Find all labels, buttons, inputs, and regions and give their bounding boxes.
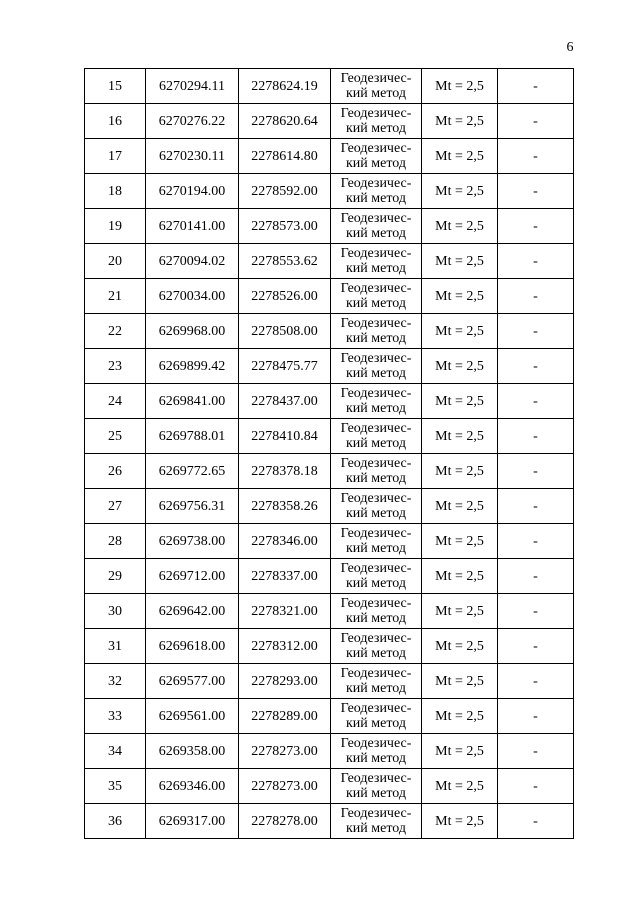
dash-cell: - — [498, 314, 574, 349]
method-cell — [331, 734, 422, 769]
accuracy-cell: Mt = 2,5 — [422, 489, 498, 524]
accuracy-cell: Mt = 2,5 — [422, 314, 498, 349]
point-number: 15 — [85, 69, 146, 104]
dash-cell: - — [498, 769, 574, 804]
coordinate-x: 6269899.42 — [146, 349, 239, 384]
dash-cell: - — [498, 69, 574, 104]
method-cell — [331, 769, 422, 804]
method-line-1: Геодезичес- — [340, 106, 412, 121]
coordinate-y: 2278624.19 — [239, 69, 331, 104]
coordinate-y: 2278358.26 — [239, 489, 331, 524]
method-line-2: кий метод — [345, 86, 406, 101]
method-cell — [331, 244, 422, 279]
method-line-2: кий метод — [345, 296, 406, 311]
method-cell — [331, 804, 422, 839]
accuracy-cell: Mt = 2,5 — [422, 594, 498, 629]
method-line-2: кий метод — [345, 366, 406, 381]
method-line-1: Геодезичес- — [340, 386, 412, 401]
table-row — [85, 804, 574, 839]
point-number: 17 — [85, 139, 146, 174]
method-cell — [331, 209, 422, 244]
method-line-1: Геодезичес- — [340, 421, 412, 436]
method-line-1: Геодезичес- — [340, 561, 412, 576]
table-row — [85, 734, 574, 769]
coordinate-x: 6269841.00 — [146, 384, 239, 419]
method-cell — [331, 454, 422, 489]
accuracy-cell: Mt = 2,5 — [422, 664, 498, 699]
coordinate-y: 2278321.00 — [239, 594, 331, 629]
point-number: 32 — [85, 664, 146, 699]
dash-cell: - — [498, 139, 574, 174]
point-number: 28 — [85, 524, 146, 559]
method-cell — [331, 699, 422, 734]
method-line-2: кий метод — [345, 646, 406, 661]
point-number: 20 — [85, 244, 146, 279]
accuracy-cell: Mt = 2,5 — [422, 699, 498, 734]
accuracy-cell: Mt = 2,5 — [422, 769, 498, 804]
coordinate-x: 6269756.31 — [146, 489, 239, 524]
method-line-2: кий метод — [345, 541, 406, 556]
method-line-1: Геодезичес- — [340, 211, 412, 226]
accuracy-cell: Mt = 2,5 — [422, 734, 498, 769]
accuracy-cell: Mt = 2,5 — [422, 209, 498, 244]
table-row — [85, 139, 574, 174]
dash-cell: - — [498, 209, 574, 244]
coordinate-y: 2278410.84 — [239, 419, 331, 454]
coordinate-y: 2278526.00 — [239, 279, 331, 314]
method-cell — [331, 419, 422, 454]
coordinate-x: 6269712.00 — [146, 559, 239, 594]
coordinate-y: 2278592.00 — [239, 174, 331, 209]
dash-cell: - — [498, 664, 574, 699]
method-line-1: Геодезичес- — [340, 316, 412, 331]
method-line-1: Геодезичес- — [340, 666, 412, 681]
method-line-2: кий метод — [345, 121, 406, 136]
method-line-1: Геодезичес- — [340, 176, 412, 191]
coordinate-y: 2278312.00 — [239, 629, 331, 664]
point-number: 31 — [85, 629, 146, 664]
accuracy-cell: Mt = 2,5 — [422, 349, 498, 384]
method-cell — [331, 314, 422, 349]
point-number: 30 — [85, 594, 146, 629]
method-cell — [331, 489, 422, 524]
coordinate-y: 2278553.62 — [239, 244, 331, 279]
method-line-2: кий метод — [345, 611, 406, 626]
point-number: 25 — [85, 419, 146, 454]
method-line-1: Геодезичес- — [340, 141, 412, 156]
method-cell — [331, 279, 422, 314]
table-row — [85, 419, 574, 454]
coordinate-x: 6269358.00 — [146, 734, 239, 769]
point-number: 23 — [85, 349, 146, 384]
table-row — [85, 769, 574, 804]
coordinate-y: 2278508.00 — [239, 314, 331, 349]
point-number: 18 — [85, 174, 146, 209]
method-line-2: кий метод — [345, 401, 406, 416]
table-row — [85, 314, 574, 349]
table-row — [85, 699, 574, 734]
method-cell — [331, 559, 422, 594]
table-row — [85, 594, 574, 629]
dash-cell: - — [498, 489, 574, 524]
coordinate-x: 6269968.00 — [146, 314, 239, 349]
coordinate-x: 6270034.00 — [146, 279, 239, 314]
method-line-1: Геодезичес- — [340, 736, 412, 751]
point-number: 36 — [85, 804, 146, 839]
method-line-2: кий метод — [345, 681, 406, 696]
accuracy-cell: Mt = 2,5 — [422, 174, 498, 209]
point-number: 16 — [85, 104, 146, 139]
point-number: 27 — [85, 489, 146, 524]
coordinates-table-body — [85, 69, 574, 839]
dash-cell: - — [498, 419, 574, 454]
dash-cell: - — [498, 559, 574, 594]
table-row — [85, 524, 574, 559]
coordinate-x: 6269346.00 — [146, 769, 239, 804]
coordinate-x: 6270276.22 — [146, 104, 239, 139]
coordinate-x: 6270094.02 — [146, 244, 239, 279]
dash-cell: - — [498, 734, 574, 769]
accuracy-cell: Mt = 2,5 — [422, 104, 498, 139]
dash-cell: - — [498, 804, 574, 839]
table-row — [85, 384, 574, 419]
coordinate-x: 6269577.00 — [146, 664, 239, 699]
coordinate-y: 2278437.00 — [239, 384, 331, 419]
coordinate-y: 2278273.00 — [239, 769, 331, 804]
method-cell — [331, 629, 422, 664]
table-row — [85, 69, 574, 104]
method-line-2: кий метод — [345, 331, 406, 346]
accuracy-cell: Mt = 2,5 — [422, 384, 498, 419]
coordinate-y: 2278378.18 — [239, 454, 331, 489]
method-line-1: Геодезичес- — [340, 491, 412, 506]
accuracy-cell: Mt = 2,5 — [422, 629, 498, 664]
point-number: 34 — [85, 734, 146, 769]
coordinate-x: 6269738.00 — [146, 524, 239, 559]
method-line-2: кий метод — [345, 716, 406, 731]
coordinate-x: 6269561.00 — [146, 699, 239, 734]
coordinate-x: 6270194.00 — [146, 174, 239, 209]
method-cell — [331, 69, 422, 104]
table-row — [85, 279, 574, 314]
coordinate-y: 2278289.00 — [239, 699, 331, 734]
accuracy-cell: Mt = 2,5 — [422, 69, 498, 104]
method-line-2: кий метод — [345, 576, 406, 591]
method-line-2: кий метод — [345, 436, 406, 451]
dash-cell: - — [498, 594, 574, 629]
dash-cell: - — [498, 384, 574, 419]
table-row — [85, 104, 574, 139]
coordinate-y: 2278346.00 — [239, 524, 331, 559]
method-line-2: кий метод — [345, 191, 406, 206]
table-row — [85, 209, 574, 244]
table-row — [85, 174, 574, 209]
dash-cell: - — [498, 349, 574, 384]
table-row — [85, 489, 574, 524]
method-line-1: Геодезичес- — [340, 806, 412, 821]
point-number: 21 — [85, 279, 146, 314]
method-line-1: Геодезичес- — [340, 71, 412, 86]
method-cell — [331, 139, 422, 174]
coordinate-y: 2278337.00 — [239, 559, 331, 594]
coordinate-y: 2278614.80 — [239, 139, 331, 174]
table-row — [85, 454, 574, 489]
table-row — [85, 629, 574, 664]
method-cell — [331, 384, 422, 419]
coordinate-y: 2278278.00 — [239, 804, 331, 839]
point-number: 33 — [85, 699, 146, 734]
method-line-2: кий метод — [345, 751, 406, 766]
coordinate-x: 6270230.11 — [146, 139, 239, 174]
method-line-2: кий метод — [345, 506, 406, 521]
coordinate-x: 6269618.00 — [146, 629, 239, 664]
coordinate-x: 6269772.65 — [146, 454, 239, 489]
dash-cell: - — [498, 104, 574, 139]
table-row — [85, 349, 574, 384]
method-cell — [331, 524, 422, 559]
method-line-2: кий метод — [345, 786, 406, 801]
coordinate-x: 6269642.00 — [146, 594, 239, 629]
accuracy-cell: Mt = 2,5 — [422, 804, 498, 839]
point-number: 24 — [85, 384, 146, 419]
method-line-2: кий метод — [345, 261, 406, 276]
point-number: 29 — [85, 559, 146, 594]
accuracy-cell: Mt = 2,5 — [422, 419, 498, 454]
method-line-1: Геодезичес- — [340, 631, 412, 646]
method-line-1: Геодезичес- — [340, 246, 412, 261]
dash-cell: - — [498, 279, 574, 314]
coordinate-y: 2278573.00 — [239, 209, 331, 244]
method-line-1: Геодезичес- — [340, 351, 412, 366]
method-line-1: Геодезичес- — [340, 456, 412, 471]
method-cell — [331, 594, 422, 629]
method-line-1: Геодезичес- — [340, 526, 412, 541]
page-number: 6 — [566, 40, 574, 55]
point-number: 35 — [85, 769, 146, 804]
coordinate-y: 2278273.00 — [239, 734, 331, 769]
method-line-2: кий метод — [345, 821, 406, 836]
coordinates-table — [84, 68, 574, 839]
dash-cell: - — [498, 524, 574, 559]
method-cell — [331, 104, 422, 139]
accuracy-cell: Mt = 2,5 — [422, 139, 498, 174]
accuracy-cell: Mt = 2,5 — [422, 559, 498, 594]
method-line-1: Геодезичес- — [340, 281, 412, 296]
accuracy-cell: Mt = 2,5 — [422, 524, 498, 559]
method-line-2: кий метод — [345, 471, 406, 486]
coordinate-y: 2278293.00 — [239, 664, 331, 699]
coordinate-x: 6270141.00 — [146, 209, 239, 244]
coordinate-y: 2278620.64 — [239, 104, 331, 139]
table-row — [85, 664, 574, 699]
method-line-2: кий метод — [345, 156, 406, 171]
table-row — [85, 559, 574, 594]
dash-cell: - — [498, 629, 574, 664]
method-line-1: Геодезичес- — [340, 771, 412, 786]
dash-cell: - — [498, 699, 574, 734]
coordinate-x: 6270294.11 — [146, 69, 239, 104]
accuracy-cell: Mt = 2,5 — [422, 279, 498, 314]
accuracy-cell: Mt = 2,5 — [422, 244, 498, 279]
dash-cell: - — [498, 454, 574, 489]
accuracy-cell: Mt = 2,5 — [422, 454, 498, 489]
method-cell — [331, 174, 422, 209]
coordinate-y: 2278475.77 — [239, 349, 331, 384]
table-row — [85, 244, 574, 279]
method-line-2: кий метод — [345, 226, 406, 241]
method-cell — [331, 664, 422, 699]
point-number: 19 — [85, 209, 146, 244]
coordinate-x: 6269317.00 — [146, 804, 239, 839]
dash-cell: - — [498, 174, 574, 209]
coordinate-x: 6269788.01 — [146, 419, 239, 454]
method-line-1: Геодезичес- — [340, 596, 412, 611]
method-line-1: Геодезичес- — [340, 701, 412, 716]
dash-cell: - — [498, 244, 574, 279]
point-number: 26 — [85, 454, 146, 489]
method-cell — [331, 349, 422, 384]
point-number: 22 — [85, 314, 146, 349]
